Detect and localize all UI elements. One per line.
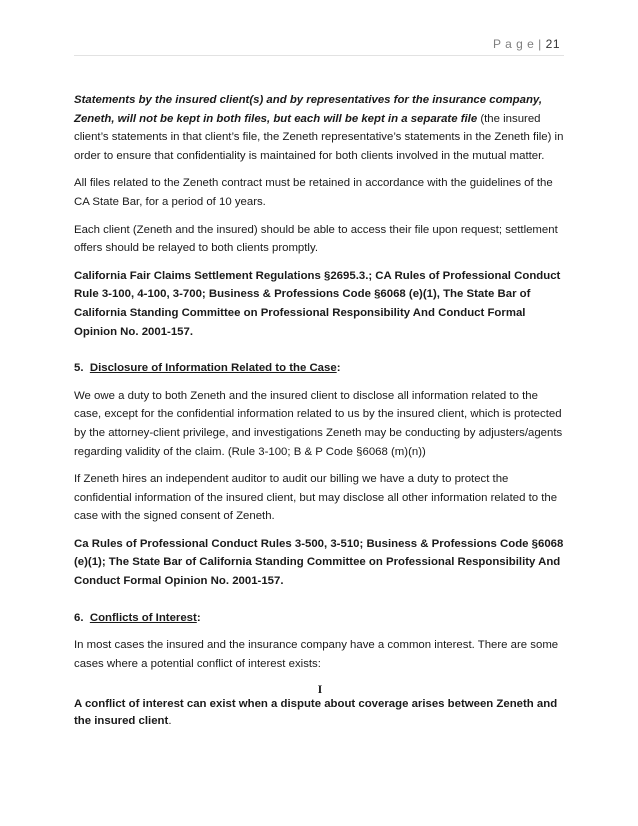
emphasis-lead: Statements by the insured client(s) and by representatives for the insurance company, Zeneth, will not be kept in both files, but each will be kept in a separate file xyxy=(74,94,542,125)
section-title: Conflicts of Interest xyxy=(89,611,197,624)
paragraph-common-interest: In most cases the insured and the insurance company have a common interest. There are some cases where a potential conflict of interest exists: xyxy=(74,639,559,670)
section-title: Disclosure of Information Related to the Case xyxy=(89,362,337,375)
citation-block: California Fair Claims Settlement Regulations §2695.3.; CA Rules of Professional Conduct Rule 3-100, 4-100, 3-700; Business & Professions Code §6068 (e)(1), The State Bar of California Standing Committee on Professional Responsibility And Conduct Formal Opinion No. 2001-157. xyxy=(74,269,561,338)
citation-block: Ca Rules of Professional Conduct Rules 3-500, 3-510; Business & Professions Code §6068 (e)(1); The State Bar of California Standing Committee on Professional Responsibility And Conduct Formal Opinion No. 2001-157. xyxy=(74,537,564,588)
section-colon: : xyxy=(196,611,201,624)
page-label: P a g e xyxy=(493,37,535,51)
page-separator: | xyxy=(538,37,542,51)
sentence-end: . xyxy=(168,715,172,728)
paragraph-separate-files xyxy=(74,91,566,165)
paragraph-duty-disclose: We owe a duty to both Zeneth and the insured client to disclose all information related to the case, except for the confidential information related to us by the insured client, which is protected by the attorney-client privilege, and investigations Zeneth may be conducting by adjusters/agents regarding validity of the claim. (Rule 3-100; B & P Code §6068 (m)(n)) xyxy=(74,389,563,458)
paragraph-auditor: If Zeneth hires an independent auditor to audit our billing we have a duty to protect the confidential information of the insured client, but may disclose all other information related to the case with the signed consent of Zeneth. xyxy=(74,473,558,523)
bold-statement: A conflict of interest can exist when a dispute about coverage arises between Zeneth and the insured client xyxy=(74,698,558,728)
header-divider xyxy=(74,55,564,56)
section-number: 6. xyxy=(74,611,84,624)
section-heading-disclosure xyxy=(74,359,566,378)
text-cursor-glyph: I xyxy=(317,682,323,697)
paragraph-retention: All files related to the Zeneth contract must be retained in accordance with the guidelines of the CA State Bar, for a period of 10 years. xyxy=(74,177,553,208)
page-number: 21 xyxy=(545,37,560,51)
page-header xyxy=(493,37,560,51)
paragraph-access: Each client (Zeneth and the insured) should be able to access their file upon request; settlement offers should be relayed to both clients promptly. xyxy=(74,223,558,255)
paragraph-coverage-dispute xyxy=(74,696,566,730)
section-number: 5. xyxy=(74,362,84,375)
section-colon: : xyxy=(336,362,341,375)
paragraph-text: (the insured client’s statements in that client’s file, the Zeneth representative’s statements in the Zeneth file) in order to ensure that confidentiality is maintained for both clients involved in the mutual matter. xyxy=(74,112,564,162)
section-heading-conflicts xyxy=(74,609,566,628)
page-body xyxy=(74,91,566,739)
